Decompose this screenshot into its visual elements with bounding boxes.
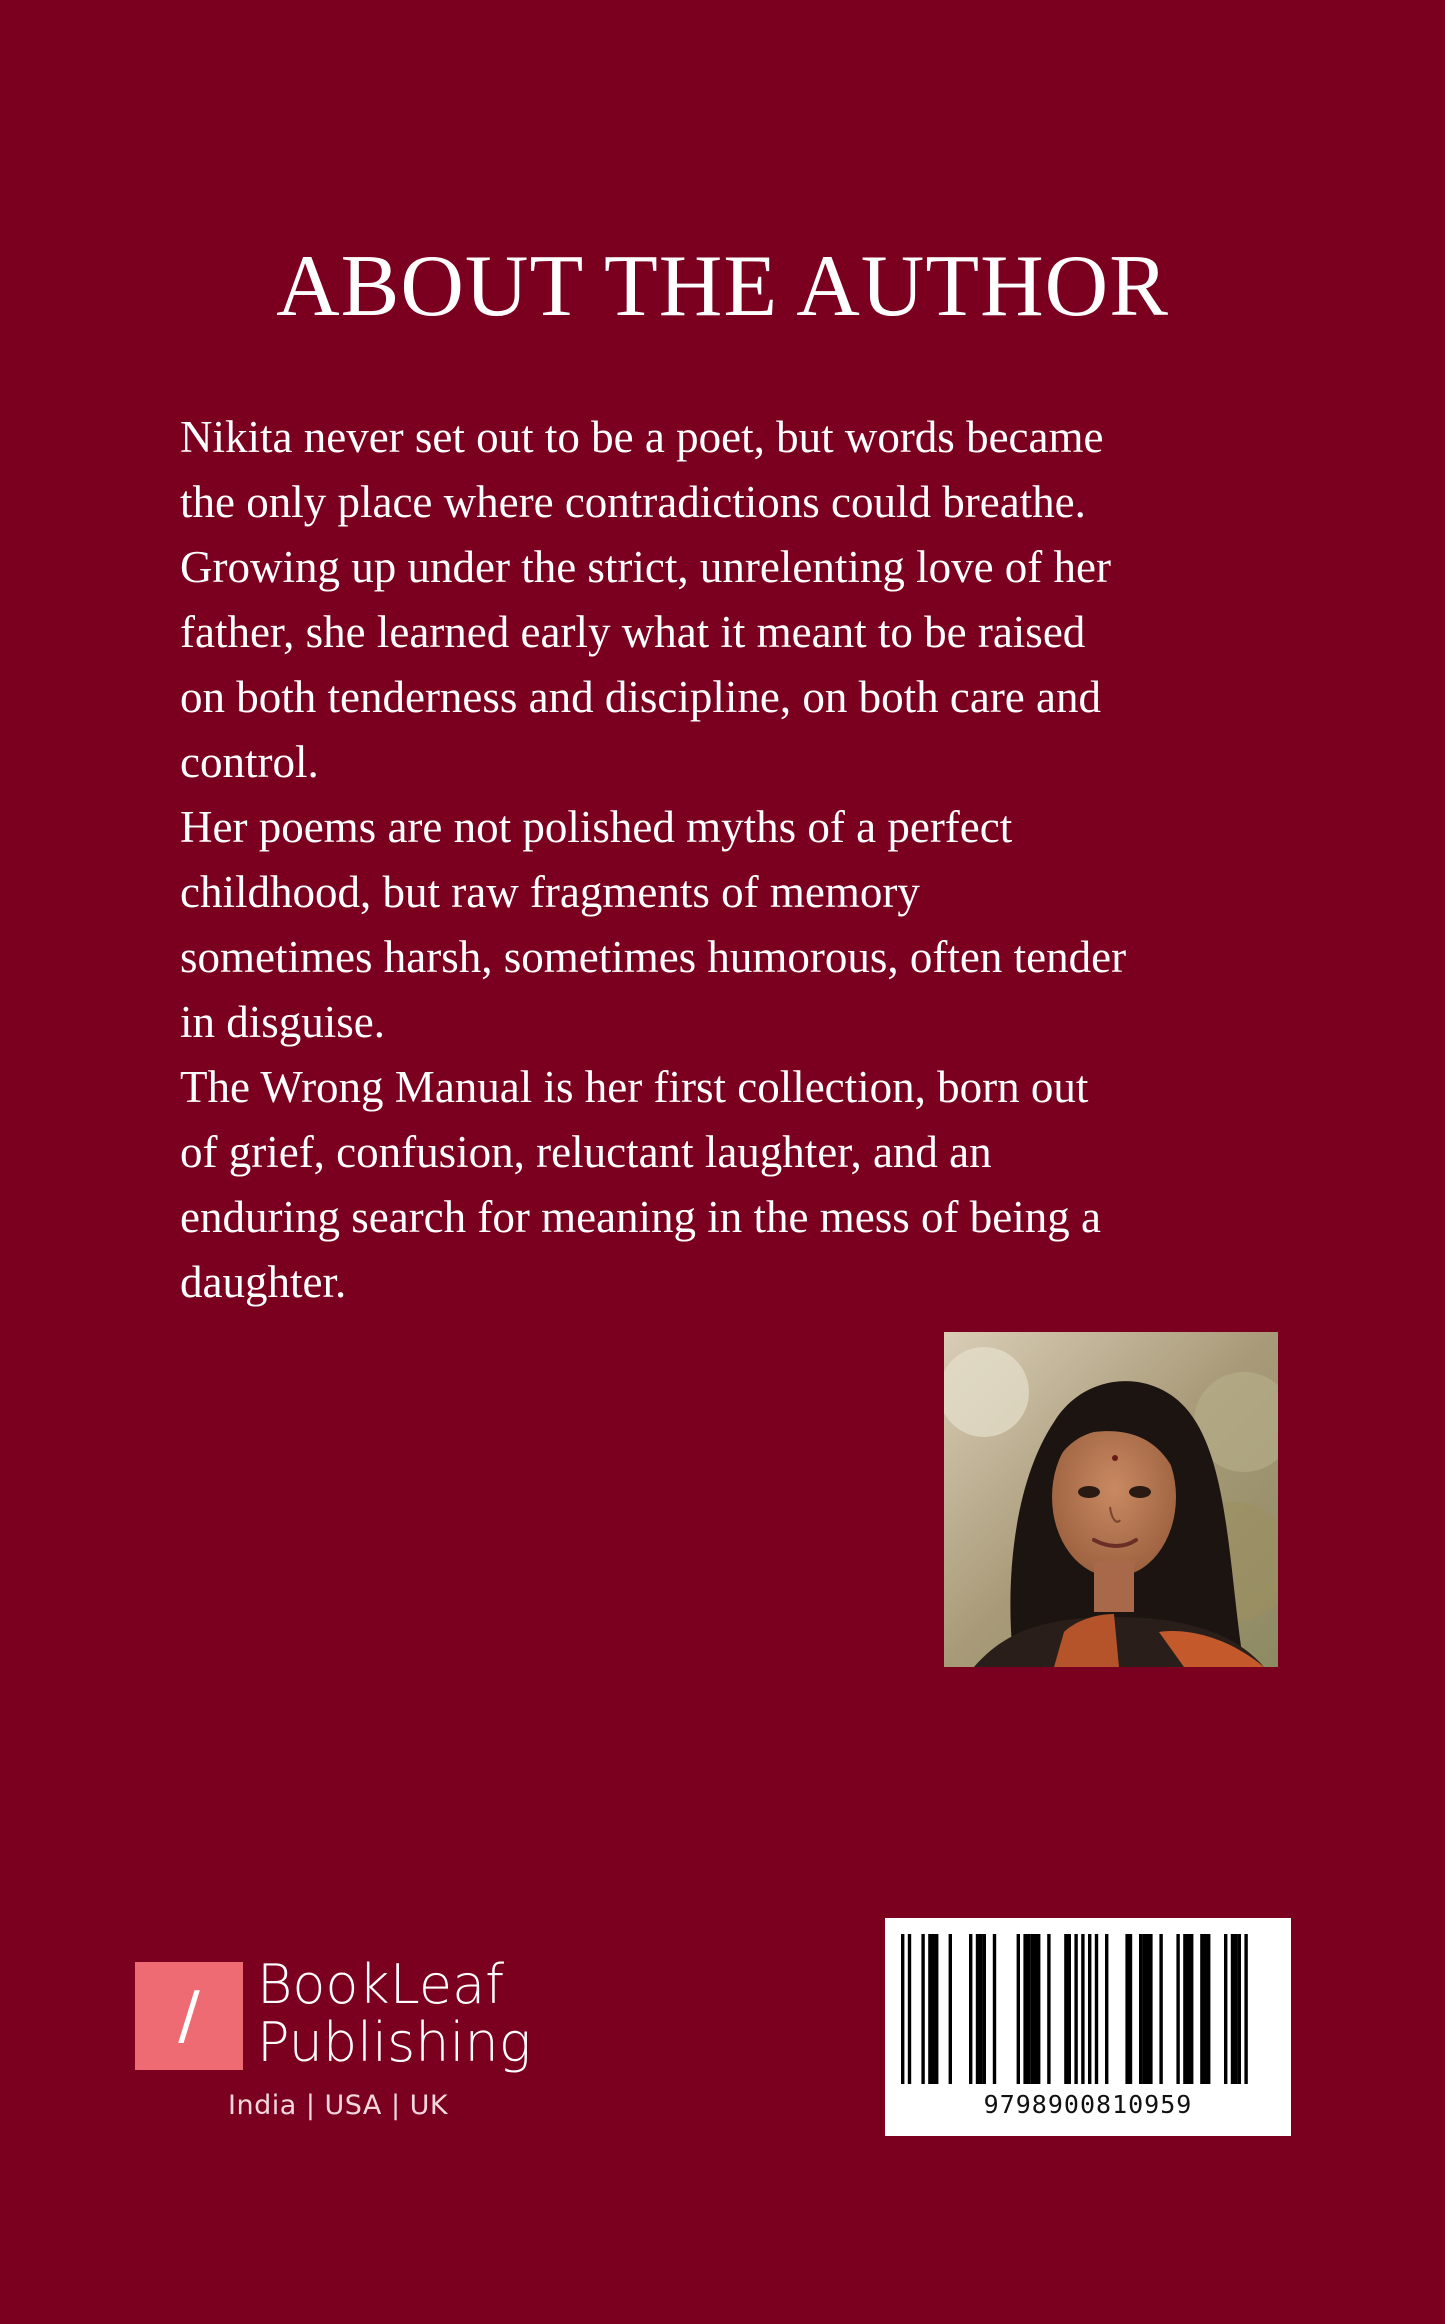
publisher-name-line1: BookLeaf bbox=[257, 1953, 505, 2016]
publisher-name-line2: Publishing bbox=[257, 2011, 532, 2074]
barcode-bar bbox=[969, 1934, 972, 2084]
barcode-bar bbox=[1125, 1934, 1132, 2084]
bio-paragraph-3: The Wrong Manual is her first collection, born out of grief, confusion, reluctant laughter, and an enduring search for meaning in the mess of being a daughter. bbox=[180, 1062, 1101, 1307]
barcode-bar bbox=[1190, 1934, 1193, 2084]
barcode-bar bbox=[1095, 1934, 1098, 2084]
barcode-bar bbox=[1047, 1934, 1050, 2084]
publisher-regions: India | USA | UK bbox=[228, 2090, 449, 2121]
publisher-logo bbox=[135, 1953, 555, 2132]
barcode-bars bbox=[885, 1918, 1291, 2090]
barcode-bar bbox=[1074, 1934, 1077, 2084]
barcode-bar bbox=[928, 1934, 935, 2084]
barcode-bar bbox=[1064, 1934, 1071, 2084]
barcode-bar bbox=[921, 1934, 924, 2084]
author-photo bbox=[944, 1332, 1278, 1667]
barcode-bar bbox=[1023, 1934, 1030, 2084]
bio-paragraph-2: Her poems are not polished myths of a perfect childhood, but raw fragments of memory sometimes harsh, sometimes humorous, often tender in disguise. bbox=[180, 802, 1127, 1047]
barcode-bar bbox=[1183, 1934, 1190, 2084]
publisher-mark-glyph: / bbox=[178, 1979, 200, 2053]
isbn-number: 9798900810959 bbox=[983, 2090, 1193, 2119]
author-bio bbox=[180, 405, 1270, 1315]
isbn-barcode bbox=[885, 1918, 1291, 2136]
barcode-bar bbox=[1081, 1934, 1084, 2084]
barcode-bar bbox=[1224, 1934, 1227, 2084]
barcode-bar bbox=[1159, 1934, 1162, 2084]
publisher-name bbox=[257, 1953, 532, 2074]
barcode-bar bbox=[1200, 1934, 1210, 2084]
barcode-bar bbox=[1176, 1934, 1179, 2084]
author-portrait-image bbox=[944, 1332, 1278, 1667]
barcode-bar bbox=[1088, 1934, 1091, 2084]
barcode-bar bbox=[949, 1934, 952, 2084]
barcode-bar bbox=[1238, 1934, 1241, 2084]
barcode-bar bbox=[908, 1934, 911, 2084]
barcode-bar bbox=[1139, 1934, 1142, 2084]
barcode-bar bbox=[1142, 1934, 1152, 2084]
barcode-bar bbox=[976, 1934, 983, 2084]
barcode-bar bbox=[1017, 1934, 1020, 2084]
barcode-bar bbox=[1244, 1934, 1247, 2084]
barcode-bar bbox=[983, 1934, 986, 2084]
publisher-mark-icon bbox=[135, 1962, 243, 2070]
barcode-bar bbox=[1231, 1934, 1238, 2084]
page-title: ABOUT THE AUTHOR bbox=[276, 238, 1169, 335]
bio-paragraph-1: Nikita never set out to be a poet, but words became the only place where contradictions could breathe. Growing up under the strict, unrelenting love of her father, she learned early what it meant to be raised on both tenderness and discipline, on both care and control. bbox=[180, 412, 1112, 787]
barcode-bar bbox=[935, 1934, 938, 2084]
barcode-bar bbox=[1105, 1934, 1108, 2084]
barcode-bar bbox=[901, 1934, 904, 2084]
barcode-bar bbox=[1030, 1934, 1040, 2084]
barcode-bar bbox=[993, 1934, 996, 2084]
